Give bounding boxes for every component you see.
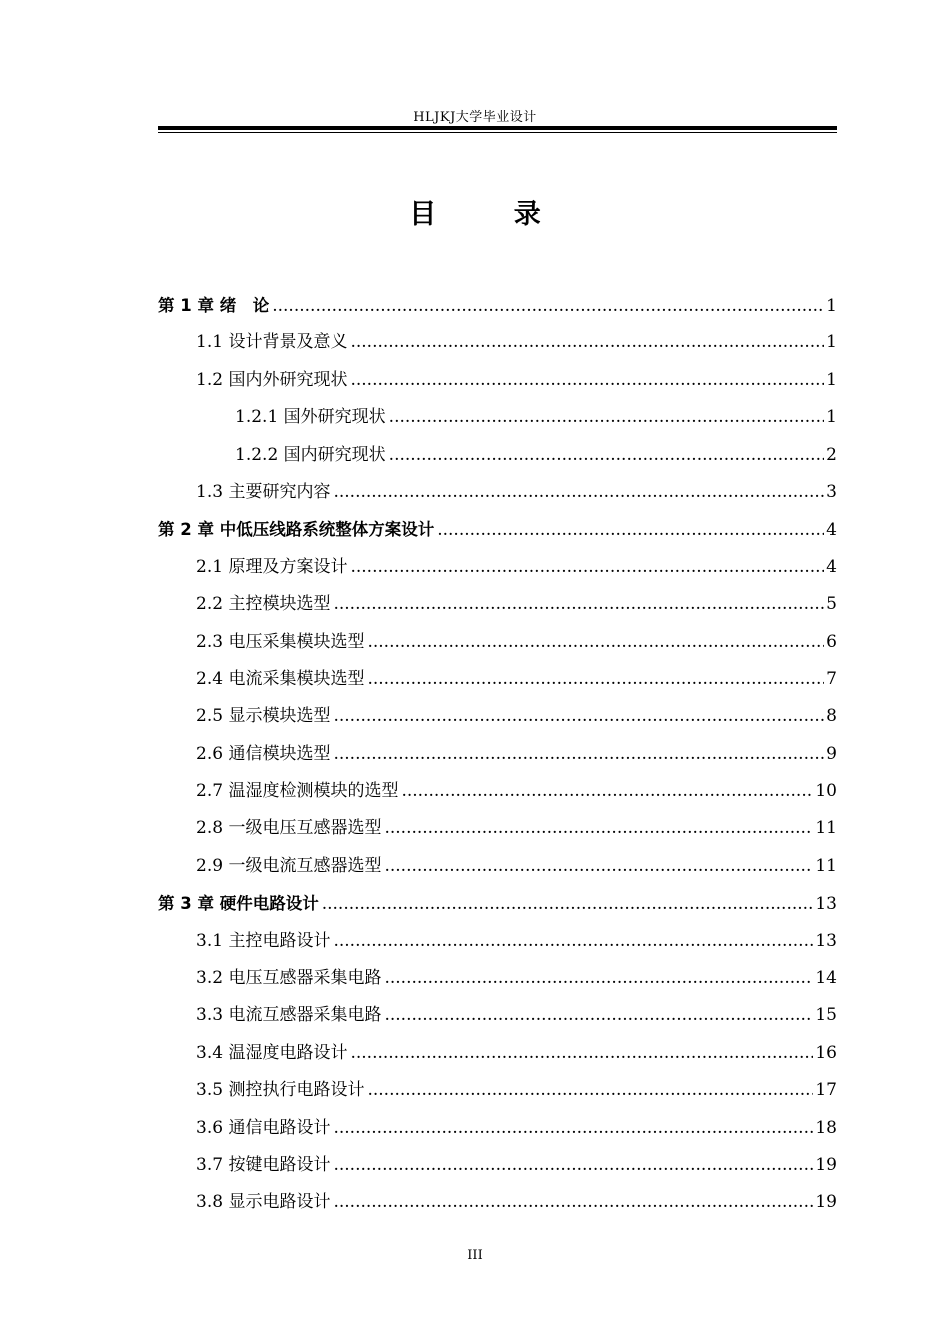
toc-entry-page: 4 xyxy=(826,556,837,577)
toc-entry-label: 1.1 设计背景及意义 xyxy=(196,332,348,353)
toc-entry[interactable] xyxy=(158,474,837,511)
toc-entry-label: 第 2 章 中低压线路系统整体方案设计 xyxy=(158,520,435,540)
toc-entry-label: 2.5 显示模块选型 xyxy=(196,706,331,727)
toc-entry[interactable] xyxy=(158,624,837,661)
toc-entry[interactable] xyxy=(158,1035,837,1072)
toc-entry-label: 1.2.1 国外研究现状 xyxy=(235,407,386,428)
toc-entry[interactable] xyxy=(158,1110,837,1147)
toc-entry-label: 3.6 通信电路设计 xyxy=(196,1117,331,1138)
toc-entry-label: 3.5 测控执行电路设计 xyxy=(196,1080,365,1101)
toc-entry-page: 19 xyxy=(815,1154,837,1175)
toc-dot-leader xyxy=(384,810,813,847)
toc-dot-leader xyxy=(350,1035,813,1072)
toc-entry-label: 3.7 按键电路设计 xyxy=(196,1154,331,1175)
toc-dot-leader xyxy=(384,848,813,885)
table-of-contents xyxy=(158,287,837,1222)
header-rule-thin xyxy=(158,132,837,133)
toc-entry[interactable] xyxy=(158,287,837,324)
toc-dot-leader xyxy=(384,960,813,997)
toc-entry-label: 1.2.2 国内研究现状 xyxy=(235,444,386,465)
toc-entry-page: 1 xyxy=(826,407,837,428)
toc-entry-label: 3.8 显示电路设计 xyxy=(196,1192,331,1213)
toc-entry-page: 10 xyxy=(815,781,837,802)
toc-dot-leader xyxy=(333,923,813,960)
toc-dot-leader xyxy=(322,886,814,923)
toc-entry[interactable] xyxy=(158,1072,837,1109)
toc-entry-label: 2.7 温湿度检测模块的选型 xyxy=(196,781,399,802)
toc-dot-leader xyxy=(333,1147,813,1184)
toc-entry[interactable] xyxy=(158,399,837,436)
toc-entry[interactable] xyxy=(158,511,837,548)
toc-entry[interactable] xyxy=(158,736,837,773)
header-rule-thick xyxy=(158,126,837,130)
toc-dot-leader xyxy=(333,586,824,623)
toc-entry-page: 14 xyxy=(815,968,837,989)
toc-entry-page: 9 xyxy=(826,743,837,764)
toc-entry[interactable] xyxy=(158,362,837,399)
toc-entry-label: 第 3 章 硬件电路设计 xyxy=(158,894,319,914)
toc-entry[interactable] xyxy=(158,848,837,885)
toc-title: 目 录 xyxy=(409,199,575,230)
toc-dot-leader xyxy=(333,1184,813,1221)
toc-entry-label: 2.3 电压采集模块选型 xyxy=(196,631,365,652)
toc-dot-leader xyxy=(350,324,824,361)
toc-dot-leader xyxy=(384,997,813,1034)
toc-entry-page: 5 xyxy=(826,594,837,615)
page-number: III xyxy=(467,1248,483,1263)
toc-entry[interactable] xyxy=(158,549,837,586)
toc-dot-leader xyxy=(389,399,825,436)
toc-entry-label: 2.6 通信模块选型 xyxy=(196,743,331,764)
toc-dot-leader xyxy=(333,698,824,735)
toc-entry-label: 2.8 一级电压互感器选型 xyxy=(196,818,382,839)
toc-dot-leader xyxy=(367,661,824,698)
toc-entry[interactable] xyxy=(158,1147,837,1184)
toc-dot-leader xyxy=(333,474,824,511)
toc-entry[interactable] xyxy=(158,661,837,698)
toc-dot-leader xyxy=(401,773,813,810)
toc-dot-leader xyxy=(437,512,824,549)
toc-entry-page: 18 xyxy=(815,1117,837,1138)
toc-entry-page: 1 xyxy=(826,332,837,353)
toc-entry-page: 16 xyxy=(815,1042,837,1063)
toc-entry-label: 1.2 国内外研究现状 xyxy=(196,369,348,390)
running-header: HLJKJ大学毕业设计 xyxy=(413,110,537,125)
toc-entry[interactable] xyxy=(158,1184,837,1221)
toc-entry-page: 6 xyxy=(826,631,837,652)
toc-dot-leader xyxy=(367,624,824,661)
toc-entry-label: 第 1 章 绪 论 xyxy=(158,296,270,315)
toc-entry-label: 3.1 主控电路设计 xyxy=(196,930,331,951)
toc-entry-label: 1.3 主要研究内容 xyxy=(196,481,331,502)
toc-entry-page: 19 xyxy=(815,1192,837,1213)
toc-entry-page: 2 xyxy=(826,444,837,465)
toc-dot-leader xyxy=(389,437,825,474)
toc-dot-leader xyxy=(333,736,824,773)
toc-entry-page: 3 xyxy=(826,481,837,502)
toc-entry[interactable] xyxy=(158,997,837,1034)
toc-entry-page: 1 xyxy=(826,296,837,316)
toc-entry-label: 2.4 电流采集模块选型 xyxy=(196,668,365,689)
toc-entry-page: 11 xyxy=(815,818,837,839)
toc-entry-page: 13 xyxy=(815,930,837,951)
toc-entry-page: 13 xyxy=(815,894,837,915)
toc-entry-label: 3.4 温湿度电路设计 xyxy=(196,1042,348,1063)
toc-entry-page: 11 xyxy=(815,855,837,876)
toc-entry-label: 3.3 电流互感器采集电路 xyxy=(196,1005,382,1026)
toc-entry-page: 1 xyxy=(826,369,837,390)
toc-entry-page: 7 xyxy=(826,668,837,689)
toc-entry-page: 17 xyxy=(815,1080,837,1101)
toc-dot-leader xyxy=(350,549,824,586)
toc-entry[interactable] xyxy=(158,885,837,922)
toc-dot-leader xyxy=(367,1072,813,1109)
toc-entry[interactable] xyxy=(158,437,837,474)
toc-entry[interactable] xyxy=(158,773,837,810)
toc-entry-label: 2.2 主控模块选型 xyxy=(196,594,331,615)
toc-dot-leader xyxy=(333,1110,813,1147)
toc-entry[interactable] xyxy=(158,810,837,847)
toc-entry[interactable] xyxy=(158,698,837,735)
toc-entry-page: 15 xyxy=(815,1005,837,1026)
toc-entry[interactable] xyxy=(158,923,837,960)
toc-entry-page: 8 xyxy=(826,706,837,727)
toc-entry-page: 4 xyxy=(826,520,837,541)
toc-entry-label: 2.9 一级电流互感器选型 xyxy=(196,855,382,876)
toc-dot-leader xyxy=(350,362,824,399)
toc-entry[interactable] xyxy=(158,960,837,997)
toc-dot-leader xyxy=(272,288,824,325)
toc-entry-label: 2.1 原理及方案设计 xyxy=(196,556,348,577)
toc-entry[interactable] xyxy=(158,586,837,623)
toc-entry-label: 3.2 电压互感器采集电路 xyxy=(196,968,382,989)
toc-entry[interactable] xyxy=(158,324,837,361)
